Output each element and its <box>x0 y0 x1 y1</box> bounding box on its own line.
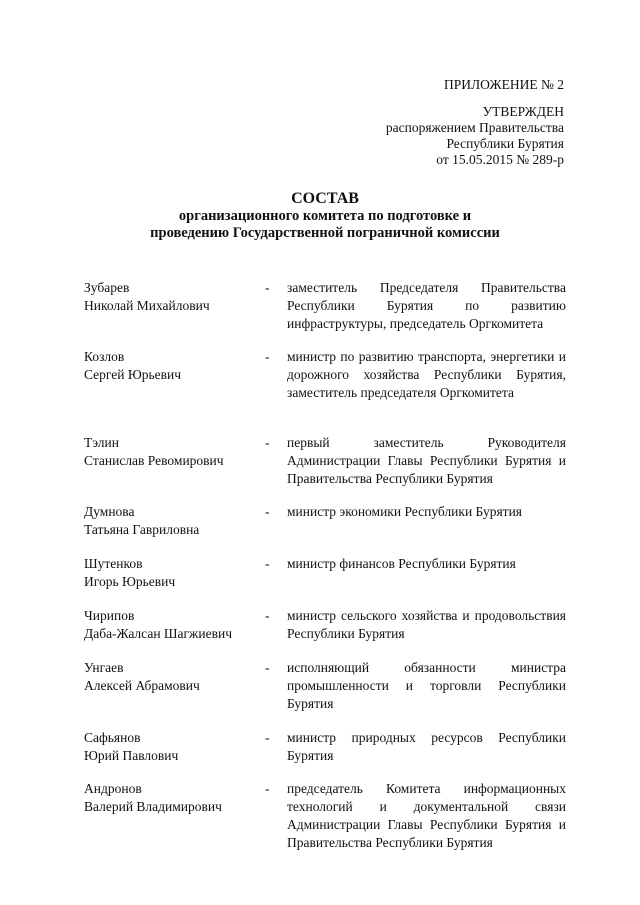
approved-date-number: от 15.05.2015 № 289-р <box>436 152 564 167</box>
member-surname: Зубарев <box>84 280 130 295</box>
member-position: министр финансов Республики Бурятия <box>287 556 516 571</box>
member-given-name: Татьяна Гавриловна <box>84 522 200 537</box>
member-surname: Тэлин <box>84 435 119 450</box>
member-dash: - <box>265 349 270 364</box>
member-dash: - <box>265 608 270 623</box>
member-given-name: Сергей Юрьевич <box>84 367 182 382</box>
member-surname: Андронов <box>84 781 142 796</box>
approval-stamp <box>386 104 564 168</box>
member-surname: Чирипов <box>84 608 135 623</box>
member-given-name: Валерий Владимирович <box>84 799 222 814</box>
member-given-name: Игорь Юрьевич <box>84 574 176 589</box>
member-position: министр природных ресурсов Республики Бурятия <box>287 730 566 763</box>
member-dash: - <box>265 435 270 450</box>
member-position: министр по развитию транспорта, энергетики и дорожного хозяйства Республики Бурятия, заместитель председателя Оргкомитета <box>287 349 566 400</box>
member-name <box>84 659 264 695</box>
member-position: исполняющий обязанности министра промышленности и торговли Республики Бурятия <box>287 660 566 711</box>
title-line-2: проведению Государственной пограничной комиссии <box>150 225 500 241</box>
member-position: первый заместитель Руководителя Администрации Главы Республики Бурятия и Правительства Республики Бурятия <box>287 435 566 486</box>
appendix-label: ПРИЛОЖЕНИЕ № 2 <box>443 77 564 92</box>
member-surname: Думнова <box>84 504 135 519</box>
document-title <box>80 190 570 243</box>
member-name <box>84 729 264 765</box>
member-dash: - <box>265 730 270 745</box>
member-given-name: Николай Михайлович <box>84 298 210 313</box>
member-name <box>84 503 264 539</box>
approved-by-order: распоряжением Правительства <box>385 120 564 135</box>
member-surname: Сафьянов <box>84 730 141 745</box>
member-name <box>84 348 264 384</box>
member-name <box>84 434 264 470</box>
member-surname: Унгаев <box>84 660 124 675</box>
member-given-name: Станислав Ревомирович <box>84 453 224 468</box>
approved-region: Республики Бурятия <box>446 136 564 151</box>
member-given-name: Алексей Абрамович <box>84 678 200 693</box>
member-given-name: Юрий Павлович <box>84 748 179 763</box>
member-name <box>84 279 264 315</box>
member-dash: - <box>265 504 270 519</box>
member-position: председатель Комитета информационных технологий и документальной связи Администрации Главы Республики Бурятия и Правительства Республики Бурятия <box>287 781 566 850</box>
member-position: министр экономики Республики Бурятия <box>287 504 523 519</box>
member-dash: - <box>265 280 270 295</box>
member-surname: Шутенков <box>84 556 143 571</box>
member-surname: Козлов <box>84 349 125 364</box>
title-line-1: организационного комитета по подготовке и <box>178 207 472 224</box>
member-position: министр сельского хозяйства и продовольствия Республики Бурятия <box>287 608 566 641</box>
member-position: заместитель Председателя Правительства Республики Бурятия по развитию инфраструктуры, председатель Оргкомитета <box>287 280 566 331</box>
member-name <box>84 780 264 816</box>
approved-word: УТВЕРЖДЕН <box>482 104 564 119</box>
member-dash: - <box>265 556 270 571</box>
member-dash: - <box>265 660 270 675</box>
member-name <box>84 607 264 643</box>
member-name <box>84 555 264 591</box>
title-heading: СОСТАВ <box>291 190 359 207</box>
member-given-name: Даба-Жалсан Шагжиевич <box>84 626 232 641</box>
member-dash: - <box>265 781 270 796</box>
